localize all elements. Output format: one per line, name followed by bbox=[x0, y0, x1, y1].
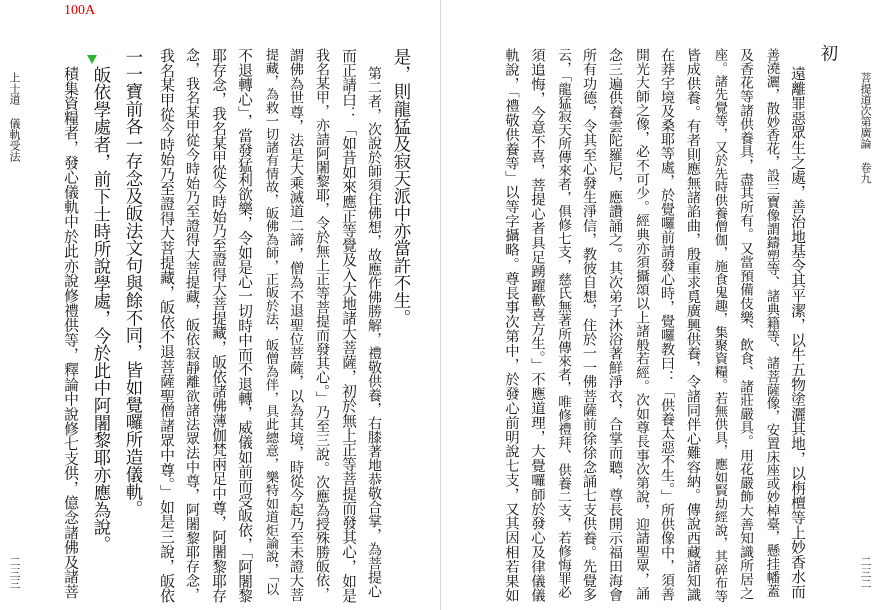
text-column: 不退轉心」，當發猛利欲樂，令如是心一切時中而不退轉，威儀如前而受皈依，「阿闍黎 bbox=[236, 48, 253, 603]
text-column: 云，「龍猛寂天所傳來者，俱修七支，慈氏無著所傳來者，唯修禮拜、供養二支，若修悔罪必 bbox=[555, 48, 571, 599]
text-column: 第二者，次說於師須住佛想，故應作佛勝解，禮敬供養，右膝著地恭敬合掌，為菩提心 bbox=[366, 66, 382, 598]
text-column: 一一寶前各一存念及皈法文句與餘不同，皆如覺囉所造儀軌。 bbox=[122, 48, 142, 518]
text-column: 善澆灑，散妙香花，設三寶像謂鑄塑等、諸典籍等、諸菩薩像，安置床座或妙棹臺，懸挂幡蓋 bbox=[764, 48, 779, 598]
text-column: 念三遍供養雲陀羅尼，應讚誦之。其次弟子沐浴著鮮淨衣，合掌而聽，尊長開示福田海會 bbox=[607, 48, 623, 602]
text-column: 念，我名某甲從今時始乃至證得大菩提藏，皈依寂靜離欲諸法眾法中尊，阿闍黎耶存念， bbox=[184, 48, 200, 602]
text-column: 須追悔，今意不喜，菩提心者具足踴躍歡喜方生。」不應道理，大覺囉師於發心及律儀儀 bbox=[529, 48, 545, 603]
right-page-number: 二三二 bbox=[859, 556, 872, 589]
text-column: 皆成供養。有者則應無諸諂曲，殷重求覓廣興供養，令諸同伴心難容納。傳說西藏諸知識 bbox=[685, 48, 701, 602]
text-column: 我名某甲從今時始乃至證得大菩提藏，皈依不退菩薩聖僧諸眾中尊。」如是三說，皈依 bbox=[158, 48, 175, 603]
right-page bbox=[441, 0, 882, 610]
text-column: 皈依學處者，前下士時所說學處，今於此中阿闍黎耶亦應為說。 bbox=[90, 66, 110, 554]
text-column: 而正請白：「如昔如來應正等覺及入大地諸大菩薩，初於無上正等菩提而發其心，如是 bbox=[340, 48, 357, 603]
text-column: 所有功德，令其至心發生淨信，教彼自想，住於一一佛菩薩前徐徐念誦七支供養。先覺多 bbox=[581, 48, 597, 602]
text-column: 提藏，為救一切諸有情故，皈佛為師，正皈於法，皈僧為伴，具此總意，樂特如道炬論說，「以 bbox=[263, 48, 278, 596]
text-column: 是，則龍猛及寂天派中亦當許不生。 bbox=[390, 48, 410, 327]
green-triangle-marker bbox=[87, 55, 97, 64]
text-column: 及香花等諸供養具，盡其所有。又當預備伎樂、飲食、諸莊嚴具。用花嚴飾大善知識所居之 bbox=[737, 48, 753, 600]
text-column: 積集資糧者，發心儀軌中於此亦說修禮供等，釋論中說修七支供，億念諸佛及諸菩 bbox=[62, 66, 79, 599]
text-column: 座。諸先覺等，又於先時供養僧伽，施食鬼趣，集聚資糧。若無供具，應如賢劫經說，其碎布等 bbox=[712, 48, 727, 603]
text-column: 遠離罪惡眾生之處，善治地基令其平潔，以牛五物塗灑其地，以栴檀等上妙香水而 bbox=[789, 66, 806, 599]
text-column: 在莽宇境及桑耶等處，於覺囉前請發心時，覺囉教曰：「供養太惡不生。」所供像中，須善 bbox=[659, 48, 675, 601]
text-column: 耶存念，我名某甲從今時始乃至證得大菩提藏，皈依諸佛薄伽梵兩足中尊，阿闍黎耶存 bbox=[210, 48, 227, 603]
left-page-number: 二三三 bbox=[8, 556, 21, 589]
text-column: 軌說，「禮敬供養等」以等字攝略。尊長事次第中，於發心前明說七支，又其因相若果如 bbox=[503, 48, 519, 603]
text-column: 我名某甲，亦請阿闍黎耶，令於無上正等菩提而發其心。」乃至三說。次應為授殊勝皈依， bbox=[314, 48, 330, 601]
page-marker-label: 100A bbox=[64, 3, 96, 18]
left-page-header: 上士道 儀軌受法 bbox=[8, 72, 21, 162]
text-column: 開光大師之像，必不可少。經典亦須攝頌以上諸般若經。次如尊長事次第說，迎請聖眾，誦 bbox=[633, 48, 649, 600]
right-page-header: 菩提道次第廣論 卷九 bbox=[859, 72, 872, 184]
section-heading: 初 bbox=[817, 44, 837, 62]
text-column: 謂佛為世尊，法是大乘滅道二諦，僧為不退聖位菩薩，以為其境，時從今起乃至未證大菩 bbox=[288, 48, 304, 602]
